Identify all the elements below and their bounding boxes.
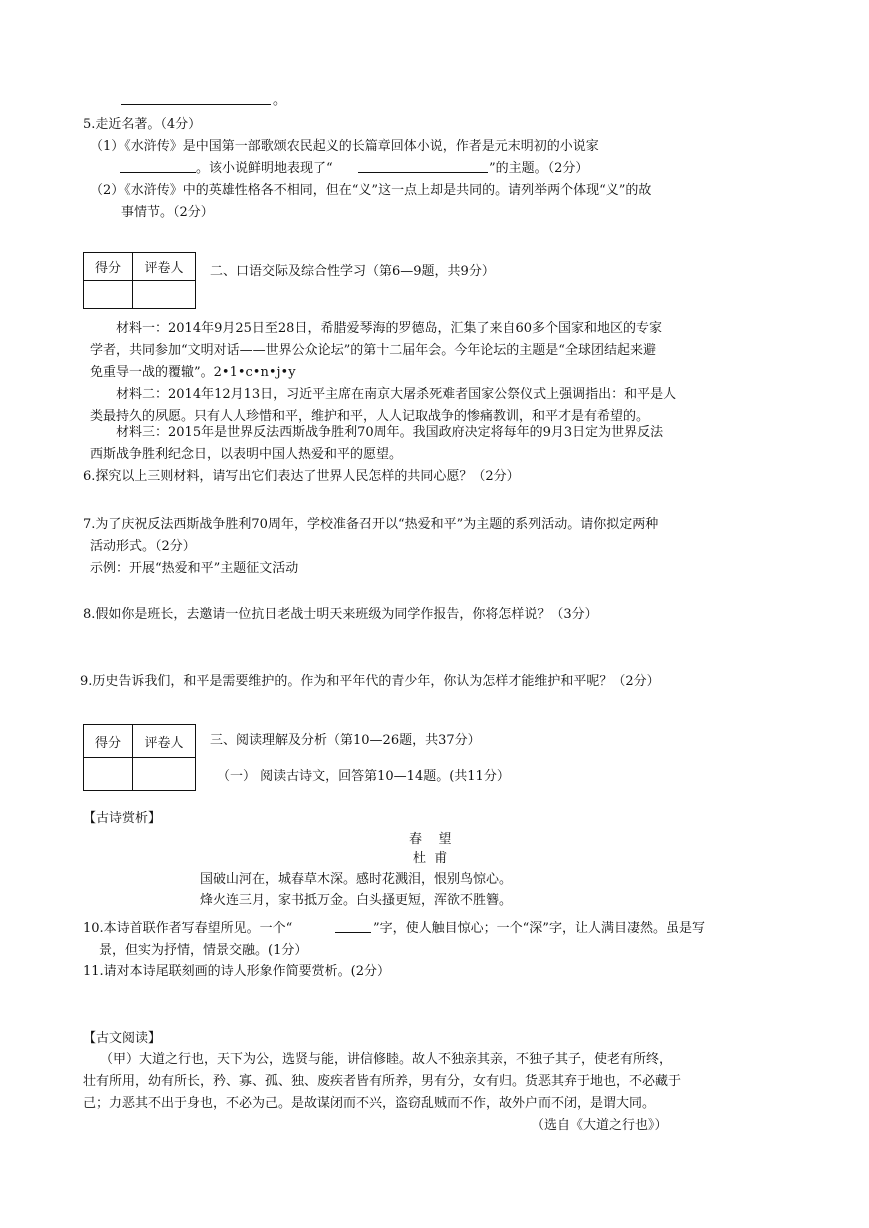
prose-line-2: 壮有所用，幼有所长，矜、寡、孤、独、废疾者皆有所养，男有分，女有归。货恶其弃于地也，不必藏于 (83, 1074, 682, 1089)
score-label: 得分 (84, 725, 133, 758)
q10-blank[interactable] (335, 920, 371, 933)
question-11: 11.请对本诗尾联刻画的诗人形象作简要赏析。(2分） (83, 964, 391, 979)
prose-source: （选自《大道之行也》） (531, 1118, 668, 1133)
question-7-line1: 7.为了庆祝反法西斯战争胜利70周年，学校准备召开以“热爱和平”为主题的系列活动。请你拟定两种 (83, 517, 659, 532)
score-table (83, 252, 196, 309)
prose-line-3: 己；力恶其不出于身也，不必为己。是故谋闭而不兴，盗窃乱贼而不作，故外户而不闭，是谓大同。 (83, 1096, 656, 1111)
question-10-part2: ”字，使人触目惊心；一个“深”字，让人满目凄然。虽是写 (373, 921, 705, 936)
material1-line1: 材料一：2014年9月25日至28日，希腊爱琴海的罗德岛，汇集了来自60多个国家和地区的专家 (116, 321, 662, 336)
question-8: 8.假如你是班长，去邀请一位抗日老战士明天来班级为同学作报告，你将怎样说？（3分） (83, 607, 598, 622)
reviewer-cell[interactable] (133, 758, 196, 791)
prose-line-1: （甲）大道之行也，天下为公，选贤与能，讲信修睦。故人不独亲其亲，不独子其子，使老有所终， (100, 1052, 673, 1067)
author-blank[interactable] (120, 160, 196, 173)
question-9: 9.历史告诉我们，和平是需要维护的。作为和平年代的青少年，你认为怎样才能维护和平呢？（2分） (80, 674, 660, 689)
section2-title: 二、口语交际及综合性学习（第6—9题，共9分） (210, 264, 495, 279)
q5-part2-line1: （2）《水浒传》中的英雄性格各不相同，但在“义”这一点上却是共同的。请列举两个体现“义”的故 (90, 183, 652, 198)
question-10-line2: 景，但实为抒情，情景交融。(1分） (99, 943, 308, 958)
material2-line2: 类最持久的夙愿。只有人人珍惜和平，维护和平，人人记取战争的惨痛教训，和平才是有希望的。 (90, 409, 650, 424)
q5-title: 5.走近名著。（4分） (83, 117, 202, 132)
q5-part1-line1: （1）《水浒传》是中国第一部歌颂农民起义的长篇章回体小说，作者是元末明初的小说家 (90, 139, 599, 154)
poem-author: 杜 甫 (413, 851, 448, 866)
section3-sub1: （一） 阅读古诗文，回答第10—14题。(共11分） (217, 769, 510, 784)
q5-part1-line2b: ”的主题。（2分） (489, 161, 589, 176)
material1-line3: 免重导一战的覆辙”。2•1•c•n•j•y (90, 365, 296, 380)
end-mark: 。 (273, 93, 287, 108)
score-cell[interactable] (84, 758, 133, 791)
material3-line2: 西斯战争胜利纪念日，以表明中国人热爱和平的愿望。 (90, 447, 403, 462)
question-7-example: 示例：开展“热爱和平”主题征文活动 (90, 561, 299, 576)
question-7-line2: 活动形式。（2分） (90, 539, 196, 554)
question-10-part1: 10.本诗首联作者写春望所见。一个“ (83, 921, 293, 936)
poem-title: 春 望 (409, 832, 452, 847)
prose-heading: 【古文阅读】 (83, 1031, 162, 1046)
q5-part1-line2a: 。该小说鲜明地表现了“ (196, 161, 333, 176)
question-6: 6.探究以上三则材料，请写出它们表达了世界人民怎样的共同心愿？（2分） (83, 469, 520, 484)
material2-line1: 材料二：2014年12月13日，习近平主席在南京大屠杀死难者国家公祭仪式上强调指出：和平是人 (116, 387, 677, 402)
material1-line2: 学者，共同参加“文明对话——世界公众论坛”的第十二届年会。今年论坛的主题是“全球团结起来避 (90, 343, 656, 358)
theme-blank[interactable] (358, 160, 488, 173)
answer-blank[interactable] (121, 92, 271, 105)
score-label: 得分 (84, 253, 133, 281)
poem-line-2: 烽火连三月，家书抵万金。白头搔更短，浑欲不胜簪。 (200, 893, 513, 908)
reviewer-cell[interactable] (133, 281, 196, 309)
reviewer-label: 评卷人 (133, 253, 196, 281)
score-cell[interactable] (84, 281, 133, 309)
section3-title: 三、阅读理解及分析（第10—26题，共37分） (210, 733, 481, 748)
q5-part2-line2: 事情节。（2分） (121, 205, 214, 220)
poem-line-1: 国破山河在，城春草木深。感时花溅泪，恨别鸟惊心。 (200, 872, 513, 887)
poem-heading: 【古诗赏析】 (83, 811, 162, 826)
reviewer-label: 评卷人 (133, 725, 196, 758)
material3-line1: 材料三：2015年是世界反法西斯战争胜利70周年。我国政府决定将每年的9月3日定为世界反法 (116, 425, 664, 440)
score-table (83, 724, 196, 791)
